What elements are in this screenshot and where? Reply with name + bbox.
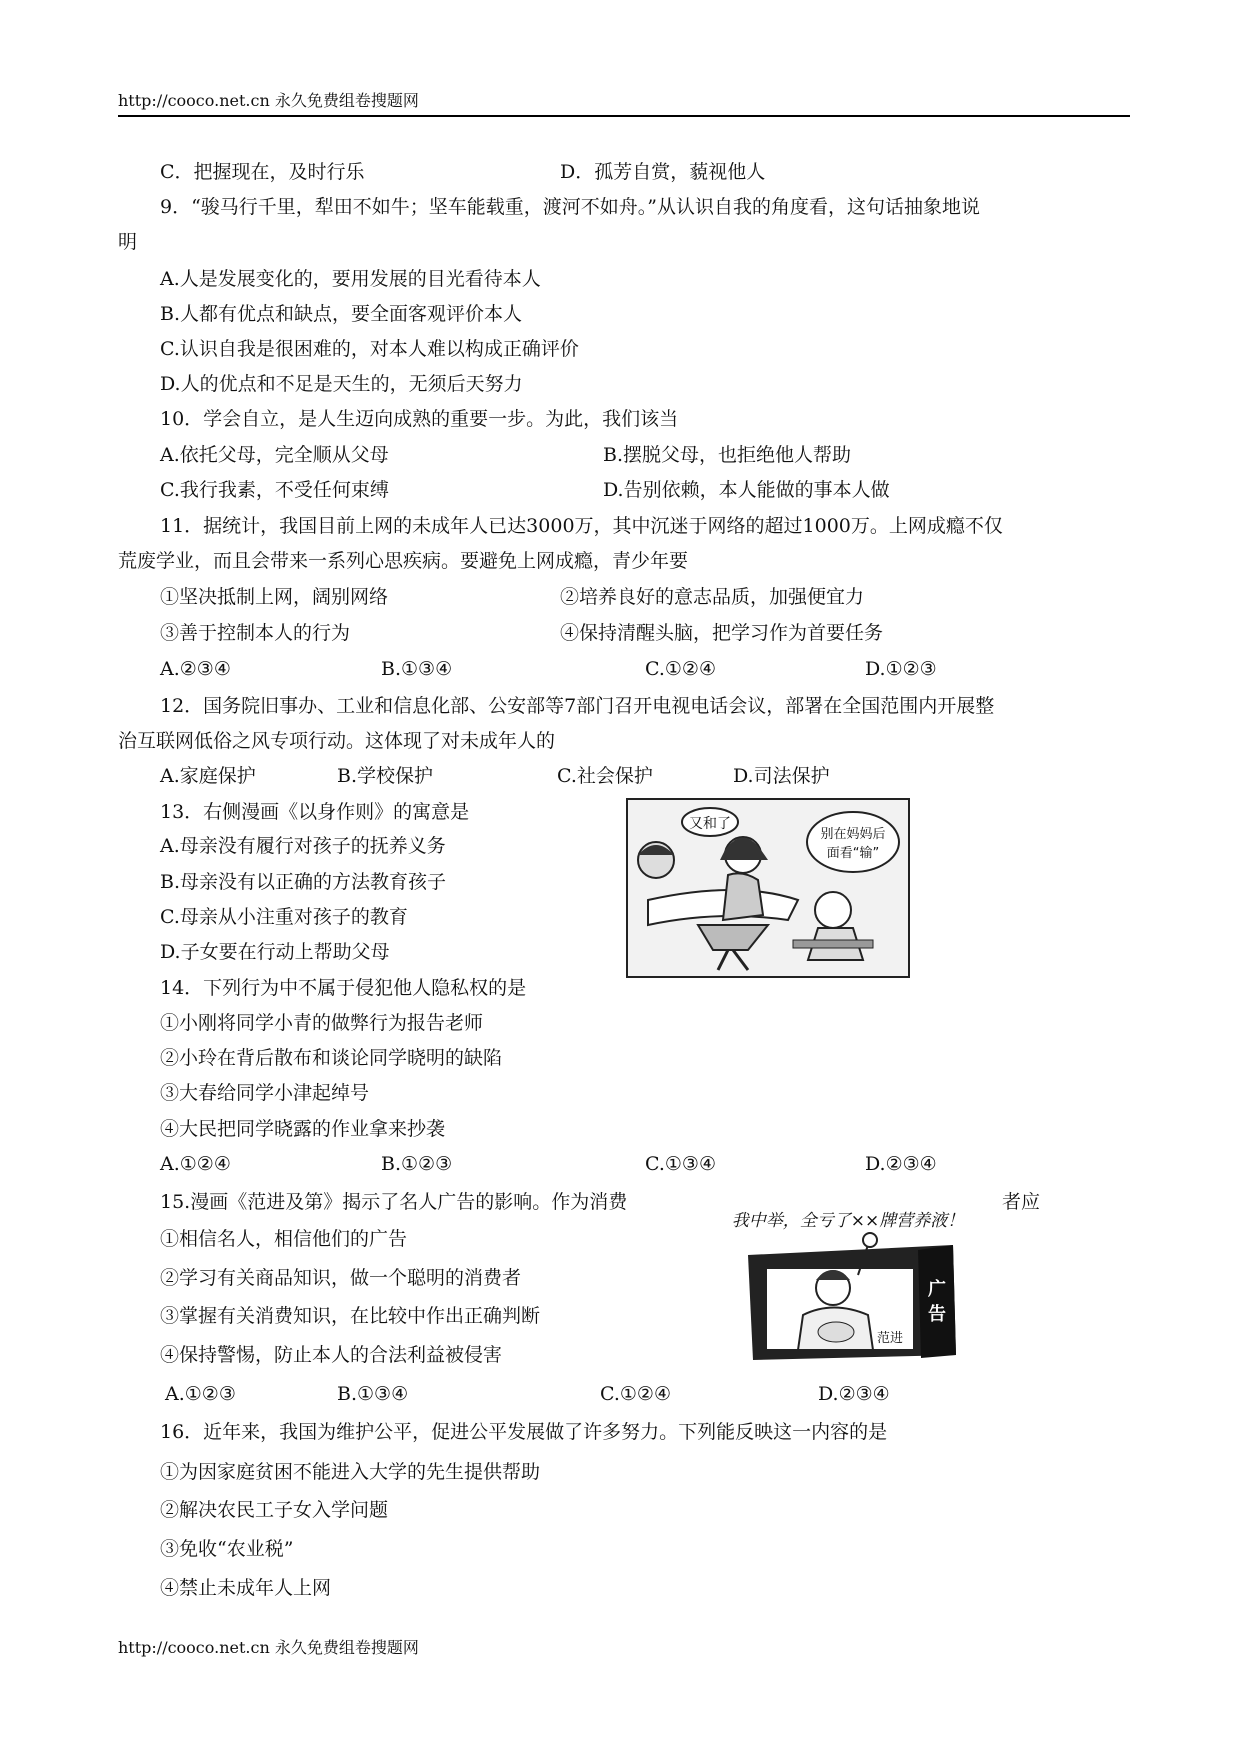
q15-tv-label-2: 告 xyxy=(928,1304,946,1325)
q15-item-4: ④保持警惕，防止本人的合法利益被侵害 xyxy=(160,1344,503,1366)
q13-stem: 13．右侧漫画《以身作则》的寓意是 xyxy=(160,801,470,823)
q11-item-4: ④保持清醒头脑，把学习作为首要任务 xyxy=(560,622,884,644)
q15-cartoon-caption: 我中举，全亏了××牌营养液！ xyxy=(731,1211,965,1231)
q14-item-4: ④大民把同学晓露的作业拿来抄袭 xyxy=(160,1118,446,1140)
q9-stem-line1: 9．“骏马行千里，犁田不如牛；坚车能载重，渡河不如舟。”从认识自我的角度看，这句话抽象地说 xyxy=(160,196,981,218)
q14-item-1: ①小刚将同学小青的做弊行为报告老师 xyxy=(160,1012,484,1034)
header-site: http://cooco.net.cn xyxy=(118,91,270,110)
q9-option-a: A.人是发展变化的，要用发展的目光看待本人 xyxy=(160,268,541,290)
q15-option-d: D.②③④ xyxy=(818,1383,890,1405)
q11-item-2: ②培养良好的意志品质，加强便宜力 xyxy=(560,586,865,608)
q8-option-d: D．孤芳自赏，藐视他人 xyxy=(560,161,766,183)
q11-option-c: C.①②④ xyxy=(645,658,716,680)
q12-stem-line2: 治互联网低俗之风专项行动。这体现了对未成年人的 xyxy=(118,730,556,752)
q12-option-c: C.社会保护 xyxy=(557,765,653,787)
q14-option-a: A.①②④ xyxy=(160,1153,231,1175)
q15-option-c: C.①②④ xyxy=(600,1383,671,1405)
q13-bubble-2a: 别在妈妈后 xyxy=(820,827,886,842)
q16-item-1: ①为因家庭贫困不能进入大学的先生提供帮助 xyxy=(160,1461,541,1483)
q15-name-label: 范进 xyxy=(876,1331,904,1346)
q13-bubble-2b: 面看“输” xyxy=(826,846,880,861)
q14-option-c: C.①③④ xyxy=(645,1153,716,1175)
q10-option-d: D.告别依赖，本人能做的事本人做 xyxy=(603,479,890,501)
q15-item-1: ①相信名人，相信他们的广告 xyxy=(160,1228,408,1250)
q13-option-c: C.母亲从小注重对孩子的教育 xyxy=(160,906,408,928)
q10-option-c: C.我行我素，不受任何束缚 xyxy=(160,479,389,501)
q14-item-2: ②小玲在背后散布和谈论同学晓明的缺陷 xyxy=(160,1047,503,1069)
q11-option-a: A.②③④ xyxy=(160,658,231,680)
q13-option-d: D.子女要在行动上帮助父母 xyxy=(160,941,390,963)
q10-option-b: B.摆脱父母，也拒绝他人帮助 xyxy=(603,444,852,466)
q13-bubble-1: 又和了 xyxy=(689,816,731,832)
q9-option-b: B.人都有优点和缺点，要全面客观评价本人 xyxy=(160,303,523,325)
q15-option-b: B.①③④ xyxy=(337,1383,409,1405)
q12-option-d: D.司法保护 xyxy=(733,765,830,787)
q15-item-3: ③掌握有关消费知识，在比较中作出正确判断 xyxy=(160,1305,541,1327)
q15-stem: 15.漫画《范进及第》揭示了名人广告的影响。作为消费 xyxy=(160,1191,628,1213)
q11-item-1: ①坚决抵制上网，阔别网络 xyxy=(160,586,389,608)
q9-option-d: D.人的优点和不足是天生的，无须后天努力 xyxy=(160,373,523,395)
q10-stem: 10．学会自立，是人生迈向成熟的重要一步。为此，我们该当 xyxy=(160,408,679,430)
q11-stem-line1: 11．据统计，我国目前上网的未成年人已达3000万，其中沉迷于网络的超过1000万。上网成瘾不仅 xyxy=(160,515,1003,537)
q14-item-3: ③大春给同学小津起绰号 xyxy=(160,1082,370,1104)
q9-stem-line2: 明 xyxy=(118,231,138,253)
header-slogan: 永久免费组卷搜题网 xyxy=(274,91,419,110)
q15-cartoon-image xyxy=(718,1200,980,1368)
footer-slogan: 永久免费组卷搜题网 xyxy=(274,1638,419,1657)
q14-stem: 14．下列行为中不属于侵犯他人隐私权的是 xyxy=(160,977,527,999)
header-rule xyxy=(118,115,1130,117)
q11-option-b: B.①③④ xyxy=(381,658,453,680)
q10-option-a: A.依托父母，完全顺从父母 xyxy=(160,444,389,466)
q16-item-2: ②解决农民工子女入学问题 xyxy=(160,1499,389,1521)
q9-option-c: C.认识自我是很困难的，对本人难以构成正确评价 xyxy=(160,338,579,360)
q15-option-a: A.①②③ xyxy=(165,1383,236,1405)
q8-option-c: C．把握现在，及时行乐 xyxy=(160,161,365,183)
q14-option-b: B.①②③ xyxy=(381,1153,453,1175)
q15-stem-tail: 者应 xyxy=(1002,1191,1041,1213)
q15-item-2: ②学习有关商品知识，做一个聪明的消费者 xyxy=(160,1267,522,1289)
page-header xyxy=(118,88,419,111)
q11-stem-line2: 荒废学业，而且会带来一系列心思疾病。要避免上网成瘾，青少年要 xyxy=(118,550,689,572)
q16-item-4: ④禁止未成年人上网 xyxy=(160,1577,332,1599)
q15-tv-label-1: 广 xyxy=(928,1279,946,1300)
q11-option-d: D.①②③ xyxy=(865,658,937,680)
q12-option-a: A.家庭保护 xyxy=(160,765,256,787)
q13-option-b: B.母亲没有以正确的方法教育孩子 xyxy=(160,871,447,893)
q13-cartoon-image xyxy=(626,798,910,978)
q16-item-3: ③免收“农业税” xyxy=(160,1538,294,1560)
q16-stem: 16．近年来，我国为维护公平，促进公平发展做了许多努力。下列能反映这一内容的是 xyxy=(160,1421,888,1443)
q14-option-d: D.②③④ xyxy=(865,1153,937,1175)
q12-stem-line1: 12．国务院旧事办、工业和信息化部、公安部等7部门召开电视电话会议，部署在全国范围内开展整 xyxy=(160,695,995,717)
q11-item-3: ③善于控制本人的行为 xyxy=(160,622,351,644)
footer-site: http://cooco.net.cn xyxy=(118,1638,270,1657)
q12-option-b: B.学校保护 xyxy=(337,765,434,787)
page-footer xyxy=(118,1635,419,1658)
q13-option-a: A.母亲没有履行对孩子的抚养义务 xyxy=(160,835,446,857)
